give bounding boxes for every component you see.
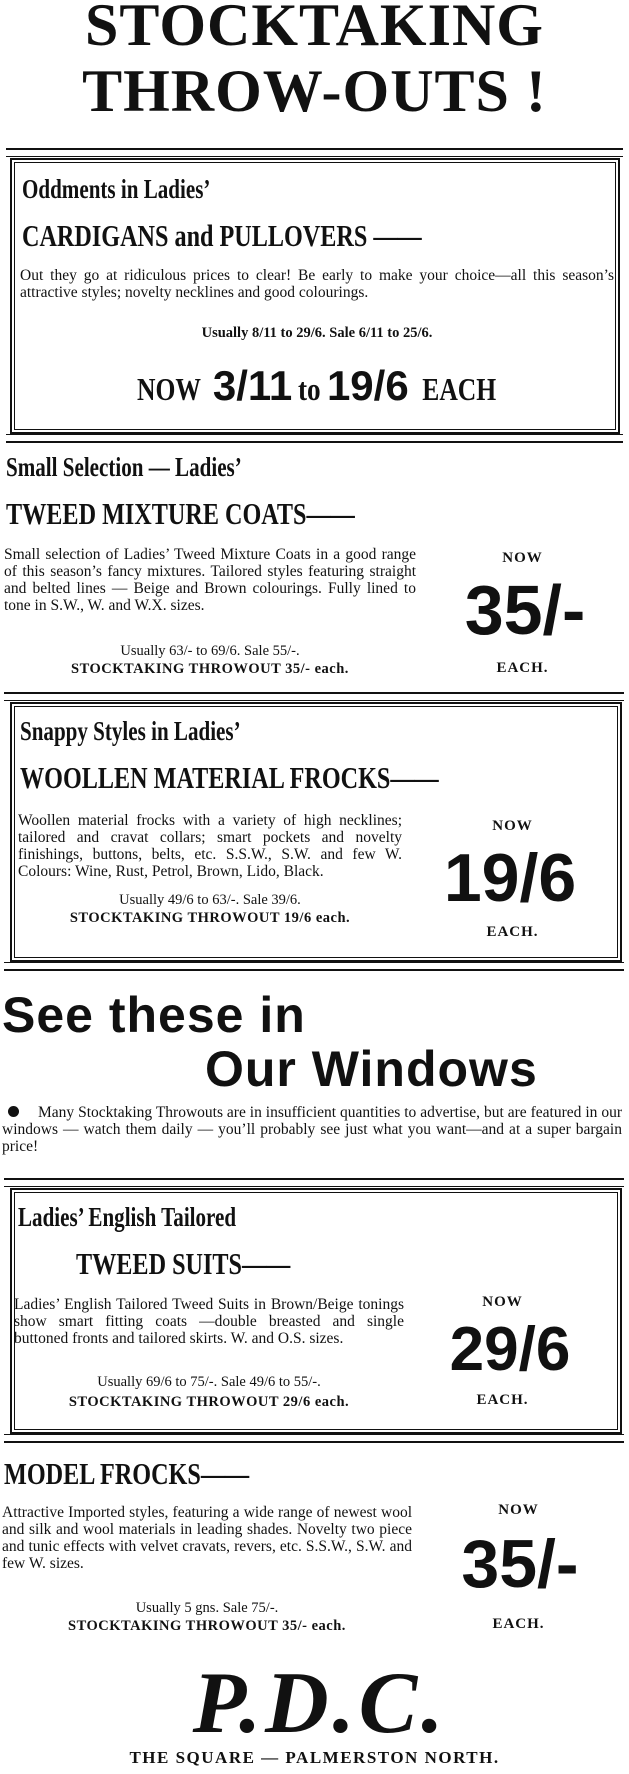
cardigans-to: to (298, 371, 321, 407)
suits-title1: Ladies’ English Tailored (18, 1202, 237, 1232)
frocks-each: EACH. (486, 924, 539, 940)
windows-line1: See these in (2, 987, 306, 1043)
suits-each: EACH. (476, 1392, 529, 1408)
cardigans-body: Out they go at ridiculous prices to clear! Be early to make your choice—all this season’s attractive styles; novelty necklines and good colourings. (20, 267, 614, 301)
frocks-title2: WOOLLEN MATERIAL FROCKS—— (20, 760, 439, 795)
coats-price: 35/- (464, 571, 586, 649)
cardigans-price-line (20, 362, 614, 410)
frocks-bottom-rule (4, 962, 624, 971)
cardigans-each: EACH (421, 371, 496, 407)
frocks-now: NOW (492, 818, 533, 834)
model-throwout: STOCKTAKING THROWOUT 35/- each. (68, 1618, 346, 1634)
cardigans-price-low: 3/11 (212, 362, 293, 409)
cardigans-bottom-rule (6, 434, 623, 443)
coats-each: EACH. (496, 660, 549, 676)
coats-throwout: STOCKTAKING THROWOUT 35/- each. (71, 661, 349, 677)
suits-title2: TWEED SUITS—— (76, 1246, 291, 1281)
coats-now: NOW (502, 550, 543, 566)
model-now: NOW (498, 1502, 539, 1518)
cardigans-usual: Usually 8/11 to 29/6. Sale 6/11 to 25/6. (201, 325, 433, 341)
footer-address: THE SQUARE — PALMERSTON NORTH. (129, 1748, 500, 1767)
model-price: 35/- (461, 1526, 579, 1602)
coats-body: Small selection of Ladies’ Tweed Mixture Coats in a good range of this season’s fancy mixtures. Tailored styles featuring straight and belted lines — Beige and Brown colourings. Fully lined to tone in S.W., W. and W.X. sizes. (4, 546, 416, 614)
frocks-title1: Snappy Styles in Ladies’ (20, 716, 241, 746)
windows-line2: Our Windows (205, 1041, 538, 1097)
cardigans-top-rule (6, 148, 623, 157)
suits-usual: Usually 69/6 to 75/-. Sale 49/6 to 55/-. (97, 1374, 321, 1390)
suits-bottom-rule (4, 1434, 624, 1443)
headline-line2: THROW-OUTS ! (82, 58, 547, 124)
frocks-throwout: STOCKTAKING THROWOUT 19/6 each. (69, 910, 351, 926)
headline-line1: STOCKTAKING (85, 0, 544, 58)
cardigans-now: NOW (136, 371, 201, 407)
frocks-top-rule (4, 692, 624, 701)
pdc-logo: P.D.C. (192, 1655, 448, 1752)
model-body: Attractive Imported styles, featuring a wide range of newest wool and silk and wool materials in leading shades. Novelty two piece and tunic effects with velvet cravats, revers, etc. S.S.W., S.W. and few W. sizes. (2, 1504, 412, 1572)
model-title: MODEL FROCKS—— (4, 1456, 250, 1491)
frocks-usual: Usually 49/6 to 63/-. Sale 39/6. (119, 892, 301, 908)
frocks-price: 19/6 (443, 840, 577, 916)
coats-title2: TWEED MIXTURE COATS—— (6, 496, 355, 531)
cardigans-title2: CARDIGANS and PULLOVERS —— (22, 218, 422, 253)
suits-now: NOW (482, 1294, 523, 1310)
coats-usual: Usually 63/- to 69/6. Sale 55/-. (120, 643, 300, 659)
model-each: EACH. (492, 1616, 545, 1632)
suits-top-rule (4, 1178, 624, 1187)
suits-throwout: STOCKTAKING THROWOUT 29/6 each. (68, 1394, 350, 1410)
model-usual: Usually 5 gns. Sale 75/-. (135, 1600, 279, 1616)
cardigans-title1: Oddments in Ladies’ (22, 174, 211, 204)
cardigans-price-high: 19/6 (326, 362, 409, 409)
frocks-body: Woollen material frocks with a variety of high necklines; tailored and cravat collars; smart pockets and novelty finishings, buttons, belts, etc. S.S.W., S.W. and few W. Colours: Wine, Rust, Petrol, Brown, Lido, Black. (18, 812, 402, 880)
suits-body: Ladies’ English Tailored Tweed Suits in Brown/Beige tonings show smart fitting coats —double breasted and single buttoned fronts and tailored skirts. W. and O.S. sizes. (14, 1296, 404, 1347)
windows-body: Many Stocktaking Throwouts are in insufficient quantities to advertise, but are featured in our windows — watch them daily — you’ll probably see just what you want—and at a super bargain price! (2, 1104, 622, 1155)
coats-title1: Small Selection — Ladies’ (6, 452, 242, 482)
suits-price: 29/6 (449, 1315, 571, 1384)
